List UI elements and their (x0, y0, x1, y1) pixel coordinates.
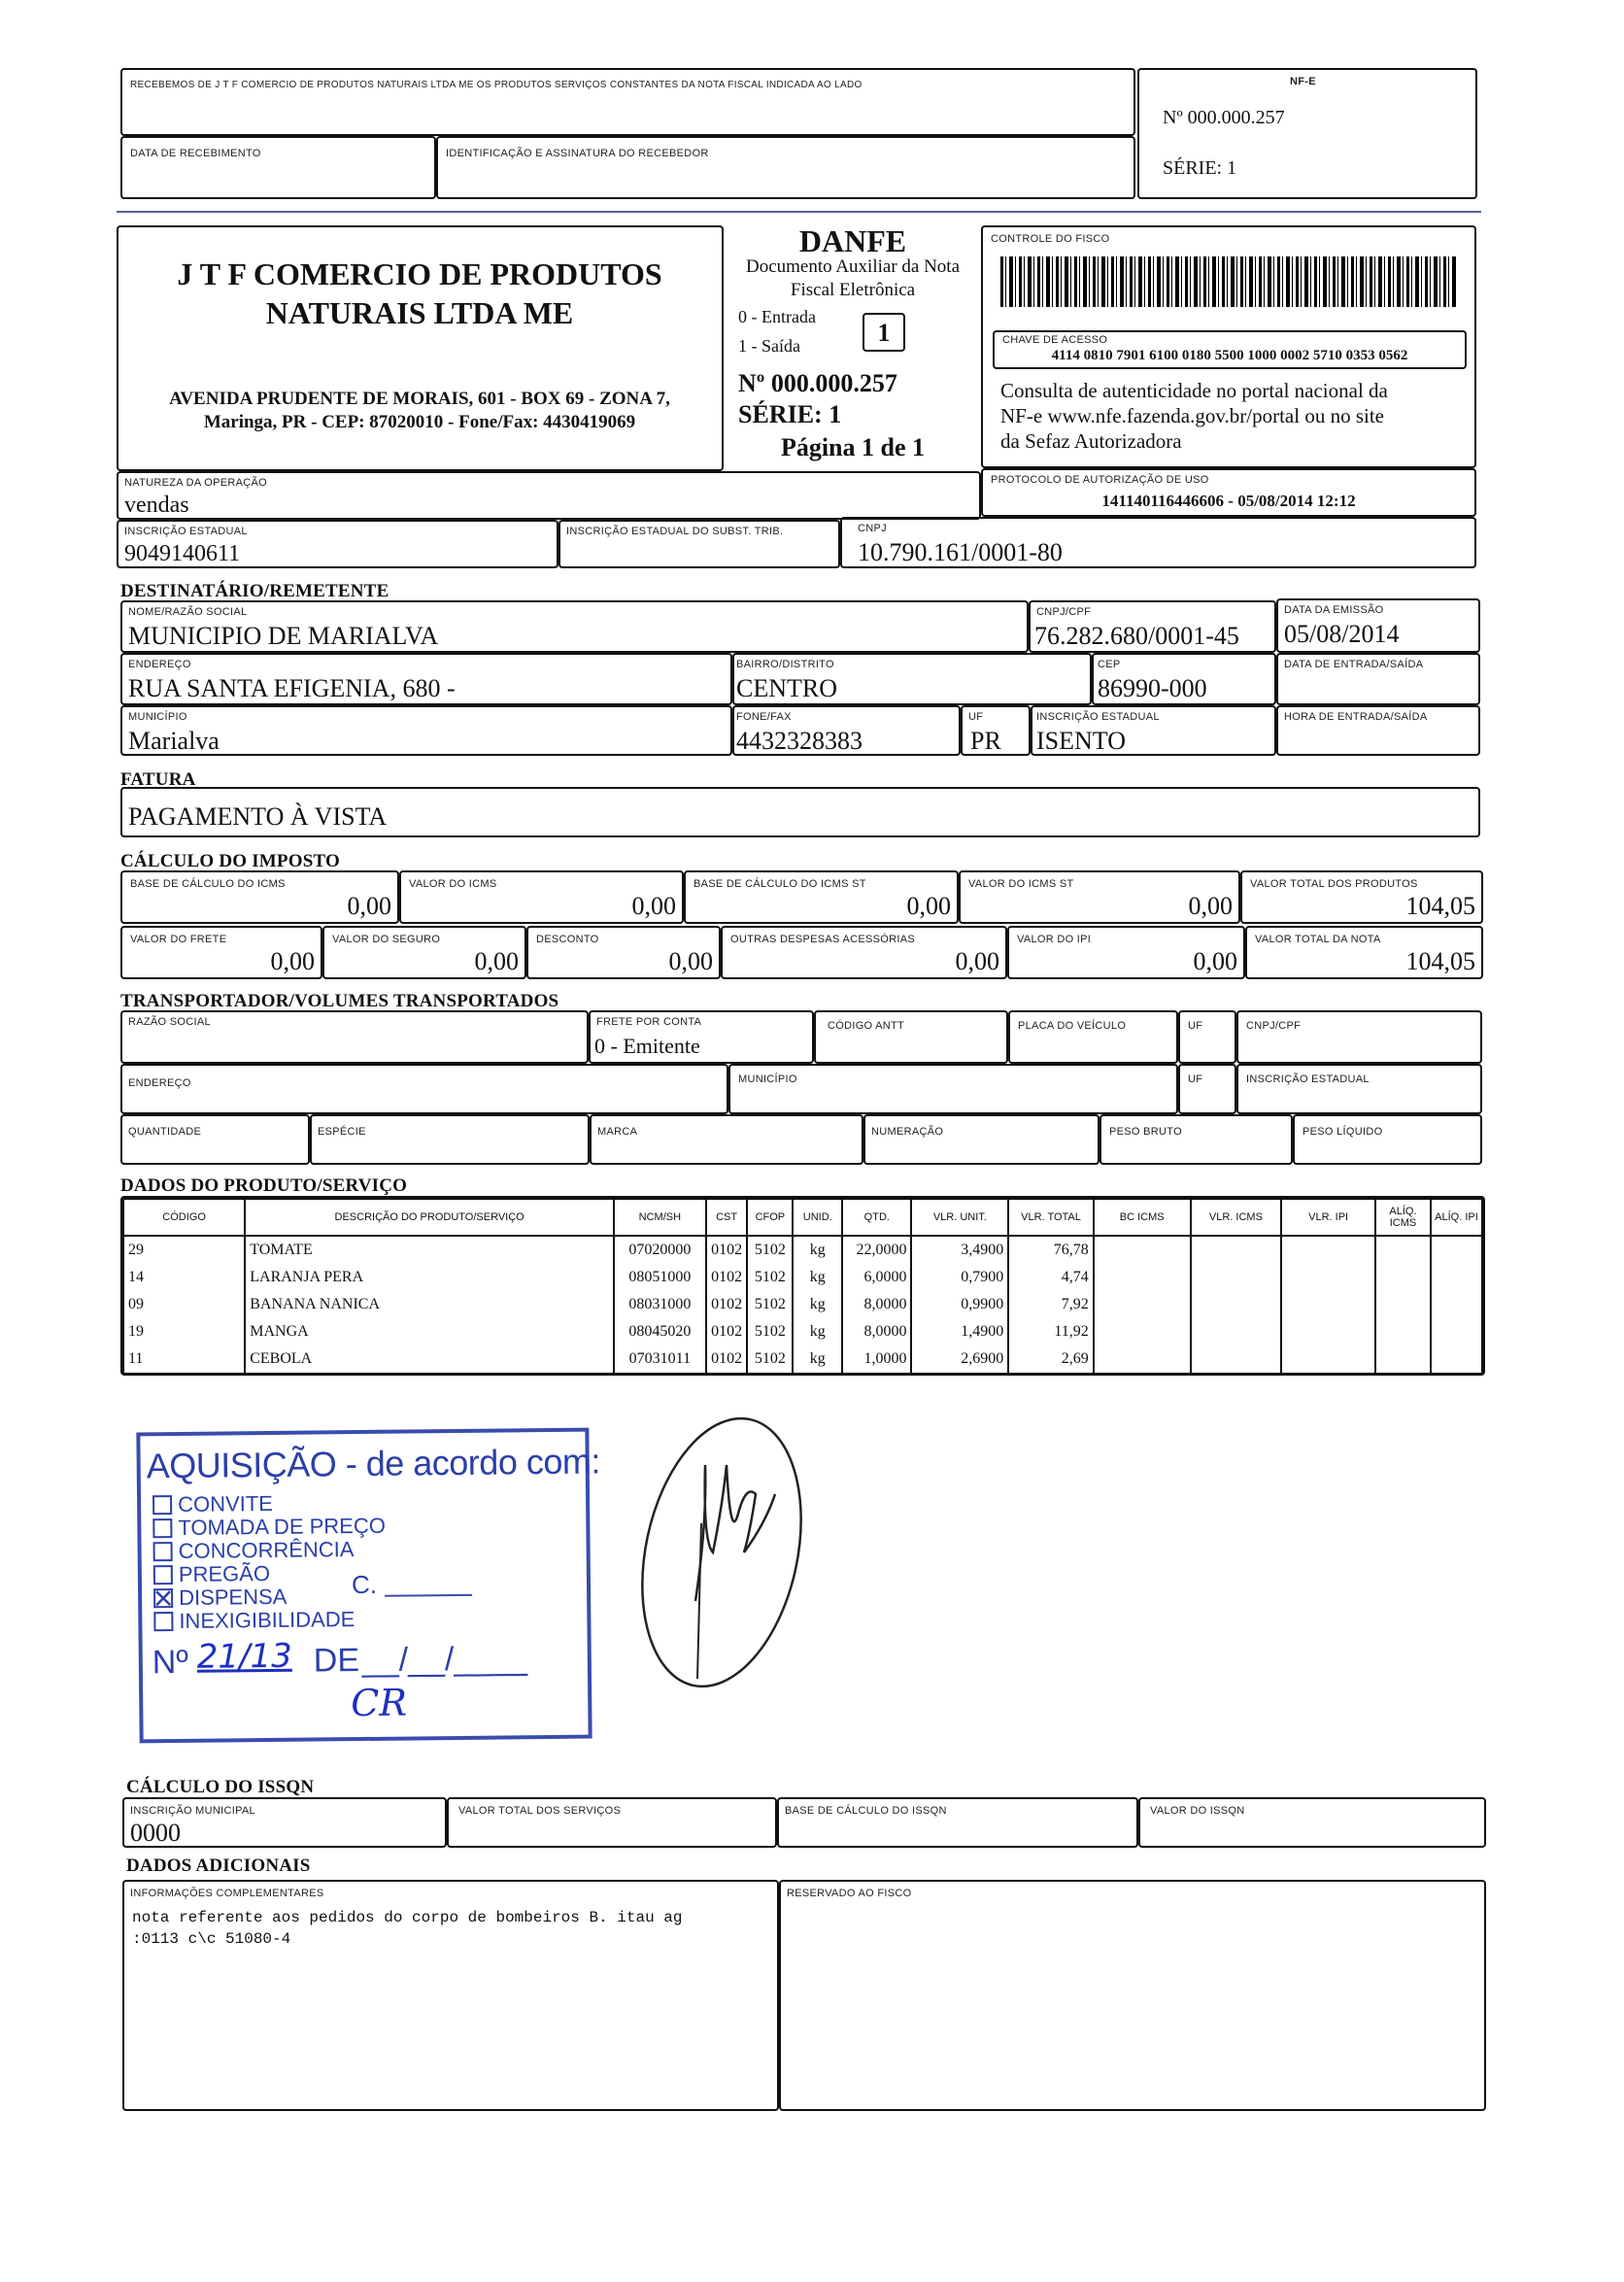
danfe-page: Página 1 de 1 (780, 433, 926, 461)
recipient-name-value: MUNICIPIO DE MARIALVA (128, 622, 439, 650)
consult-line1: Consulta de autenticidade no portal nacional da (1000, 379, 1388, 402)
exit-time-label: HORA DE ENTRADA/SAÍDA (1284, 711, 1428, 723)
net-weight-label: PESO LÍQUIDO (1303, 1126, 1383, 1138)
table-cell: 07031011 (614, 1345, 706, 1373)
table-row (123, 1291, 1482, 1318)
table-cell: 4,74 (1008, 1264, 1094, 1291)
protocol-label: PROTOCOLO DE AUTORIZAÇÃO DE USO (991, 474, 1209, 486)
danfe-exit: 1 - Saída (738, 336, 800, 356)
table-cell (1375, 1345, 1431, 1373)
empty-box-icon (152, 1495, 172, 1515)
table-cell: 08031000 (614, 1291, 706, 1318)
table-cell: LARANJA PERA (245, 1264, 614, 1291)
access-key-label: CHAVE DE ACESSO (1002, 334, 1108, 346)
additional-info-label: INFORMAÇÕES COMPLEMENTARES (130, 1888, 324, 1899)
recipient-phone-label: FONE/FAX (736, 711, 792, 723)
ie-box (117, 520, 558, 568)
table-cell: 76,78 (1008, 1236, 1094, 1264)
issqn-value-label: VALOR DO ISSQN (1150, 1805, 1245, 1817)
row2-value: 104,05 (1405, 947, 1475, 975)
recipient-ie-box (1031, 705, 1276, 756)
stamp-option-label: TOMADA DE PREÇO (178, 1513, 387, 1541)
table-cell: kg (793, 1318, 842, 1345)
products-table (122, 1198, 1483, 1373)
table-cell: 1,0000 (842, 1345, 911, 1373)
canhoto-nfe-label: NF-E (1290, 76, 1316, 87)
row2-value: 0,00 (955, 947, 999, 975)
recipient-ie-label: INSCRIÇÃO ESTADUAL (1036, 711, 1160, 723)
volume-species-label: ESPÉCIE (318, 1126, 366, 1138)
products-header-cell: VLR. ICMS (1191, 1199, 1282, 1236)
table-cell (1431, 1236, 1482, 1264)
carrier-uf2-label: UF (1188, 1073, 1203, 1085)
products-header-cell: VLR. TOTAL (1008, 1199, 1094, 1236)
table-cell (1281, 1318, 1375, 1345)
empty-box-icon (152, 1518, 172, 1538)
signature-drawing (629, 1407, 814, 1698)
freight-value: 0 - Emitente (594, 1034, 700, 1058)
stamp-c-label: C. (351, 1569, 378, 1600)
recipient-city-box (120, 705, 732, 756)
ie-label: INSCRIÇÃO ESTADUAL (124, 526, 248, 537)
table-cell: 22,0000 (842, 1236, 911, 1264)
table-cell: CEBOLA (245, 1345, 614, 1373)
volume-qty-box (120, 1114, 310, 1165)
products-header-cell: QTD. (842, 1199, 911, 1236)
stamp-date-slashes: __/__/____ (361, 1640, 528, 1680)
recipient-address-label: ENDEREÇO (128, 659, 191, 670)
table-cell (1431, 1345, 1482, 1373)
table-cell: 2,6900 (911, 1345, 1008, 1373)
table-cell: 7,92 (1008, 1291, 1094, 1318)
plate-box (1008, 1010, 1178, 1064)
issqn-services-label: VALOR TOTAL DOS SERVIÇOS (458, 1805, 622, 1817)
row1-label: VALOR DO ICMS (409, 878, 497, 890)
receipt-date-label: DATA DE RECEBIMENTO (130, 148, 261, 159)
table-cell (1281, 1264, 1375, 1291)
recipient-name-label: NOME/RAZÃO SOCIAL (128, 606, 248, 618)
row2-label: VALOR TOTAL DA NOTA (1255, 934, 1381, 945)
table-cell (1375, 1264, 1431, 1291)
danfe-type-box: 1 (863, 313, 905, 352)
nature-value: vendas (124, 493, 189, 518)
emission-date-label: DATA DA EMISSÃO (1284, 604, 1384, 616)
table-row (123, 1318, 1482, 1345)
freight-label: FRETE POR CONTA (596, 1016, 702, 1028)
stamp-c-line (385, 1594, 472, 1597)
issqn-services-box (447, 1797, 777, 1848)
carrier-cnpj-label: CNPJ/CPF (1246, 1020, 1302, 1032)
freight-box (589, 1010, 814, 1064)
products-table-wrap (120, 1196, 1485, 1376)
table-cell: kg (793, 1291, 842, 1318)
row1-cell (1240, 870, 1483, 924)
carrier-ie-label: INSCRIÇÃO ESTADUAL (1246, 1073, 1370, 1085)
products-header-cell: NCM/SH (614, 1199, 706, 1236)
access-key-box (993, 330, 1467, 369)
stamp-no-label: Nº (152, 1643, 188, 1682)
stamp-option (153, 1607, 355, 1634)
products-header-cell: CFOP (747, 1199, 793, 1236)
recipient-district-value: CENTRO (736, 674, 837, 702)
table-cell: 3,4900 (911, 1236, 1008, 1264)
emitter-name-line1: J T F COMERCIO DE PRODUTOS (177, 256, 662, 291)
fisco-control-label: CONTROLE DO FISCO (991, 233, 1110, 245)
table-cell (1094, 1264, 1191, 1291)
table-cell: 0,7900 (911, 1264, 1008, 1291)
table-cell: 19 (123, 1318, 245, 1345)
danfe-subtitle1: Documento Auxiliar da Nota (745, 256, 961, 277)
table-cell: kg (793, 1264, 842, 1291)
cnpj-label: CNPJ (858, 523, 887, 534)
row1-cell (684, 870, 959, 924)
row1-cell (399, 870, 684, 924)
exit-time-box (1276, 705, 1480, 756)
gross-weight-box (1100, 1114, 1293, 1165)
protocol-box (981, 468, 1476, 517)
table-cell: 5102 (747, 1291, 793, 1318)
acquisition-stamp (136, 1428, 601, 1744)
recipient-uf-box (961, 705, 1031, 756)
plate-label: PLACA DO VEÍCULO (1018, 1020, 1127, 1032)
table-cell (1375, 1236, 1431, 1264)
recipient-cep-label: CEP (1098, 659, 1121, 670)
row1-value: 0,00 (347, 892, 391, 920)
products-header-cell: VLR. UNIT. (911, 1199, 1008, 1236)
emission-date-value: 05/08/2014 (1284, 620, 1400, 648)
row2-label: VALOR DO SEGURO (332, 934, 441, 945)
products-header-cell: ALÍQ. IPI (1431, 1199, 1482, 1236)
table-cell: 2,69 (1008, 1345, 1094, 1373)
danfe-number: Nº 000.000.257 (738, 369, 897, 397)
emitter-address-line1: AVENIDA PRUDENTE DE MORAIS, 601 - BOX 69 - ZONA 7, (169, 389, 670, 409)
emission-date-box (1276, 598, 1480, 653)
table-cell: TOMATE (245, 1236, 614, 1264)
table-cell: 11 (123, 1345, 245, 1373)
table-cell: 8,0000 (842, 1318, 911, 1345)
table-cell (1431, 1264, 1482, 1291)
stamp-option (153, 1561, 270, 1587)
net-weight-box (1293, 1114, 1482, 1165)
stamp-option-label: CONVITE (177, 1490, 274, 1517)
volume-brand-box (590, 1114, 863, 1165)
cnpj-value: 10.790.161/0001-80 (858, 538, 1063, 566)
receipt-text-box (120, 68, 1135, 136)
additional-info-box (122, 1880, 779, 2111)
stamp-initials: CR (351, 1681, 408, 1725)
table-cell: 5102 (747, 1318, 793, 1345)
row2-cell (721, 926, 1007, 979)
recipient-section-title: DESTINATÁRIO/REMETENTE (120, 581, 389, 601)
issqn-value-box (1138, 1797, 1486, 1848)
canhoto-series: SÉRIE: 1 (1163, 157, 1237, 179)
receipt-signature-box[interactable] (436, 136, 1135, 199)
stamp-option-label: DISPENSA (178, 1584, 288, 1610)
stamp-title: AQUISIÇÃO - de acordo com: (146, 1441, 601, 1486)
recipient-ie-value: ISENTO (1036, 727, 1126, 755)
table-cell (1094, 1291, 1191, 1318)
table-cell (1431, 1291, 1482, 1318)
entry-date-box (1276, 653, 1480, 705)
table-cell: 1,4900 (911, 1318, 1008, 1345)
danfe-series: SÉRIE: 1 (738, 400, 842, 428)
additional-info-line2: :0113 c\c 51080-4 (132, 1930, 291, 1948)
table-cell: kg (793, 1345, 842, 1373)
recipient-address-value: RUA SANTA EFIGENIA, 680 - (128, 674, 456, 702)
row1-cell (959, 870, 1240, 924)
table-cell: 8,0000 (842, 1291, 911, 1318)
carrier-name-label: RAZÃO SOCIAL (128, 1016, 211, 1028)
row1-value: 104,05 (1405, 892, 1475, 920)
recipient-district-box (732, 653, 1092, 705)
carrier-city-box (728, 1064, 1178, 1114)
emitter-address-line2: Maringa, PR - CEP: 87020010 - Fone/Fax: 4430419069 (203, 412, 636, 432)
volume-qty-label: QUANTIDADE (128, 1126, 202, 1138)
canhoto-number: Nº 000.000.257 (1163, 107, 1285, 128)
stamp-option-label: PREGÃO (178, 1561, 271, 1587)
row2-cell (1245, 926, 1483, 979)
issqn-base-box (777, 1797, 1138, 1848)
recipient-name-box (120, 600, 1029, 653)
table-cell: 6,0000 (842, 1264, 911, 1291)
products-header-cell: DESCRIÇÃO DO PRODUTO/SERVIÇO (245, 1199, 614, 1236)
barcode (1000, 256, 1457, 307)
products-header-row (123, 1199, 1482, 1236)
table-cell: kg (793, 1236, 842, 1264)
invoice-section-title: FATURA (120, 769, 196, 790)
danfe-title: DANFE (798, 223, 907, 258)
recipient-city-label: MUNICÍPIO (128, 711, 187, 723)
volume-numbering-label: NUMERAÇÃO (871, 1126, 944, 1138)
carrier-address-box (120, 1064, 728, 1114)
recipient-cnpj-label: CNPJ/CPF (1036, 606, 1092, 618)
row2-label: DESCONTO (536, 934, 599, 945)
table-cell: 0102 (706, 1345, 748, 1373)
stamp-de-label: DE (313, 1642, 360, 1680)
row1-cell (120, 870, 399, 924)
recipient-uf-label: UF (968, 711, 984, 723)
recipient-city-value: Marialva (128, 727, 220, 755)
protocol-value: 141140116446606 - 05/08/2014 12:12 (1101, 492, 1356, 510)
table-cell: 07020000 (614, 1236, 706, 1264)
row2-value: 0,00 (668, 947, 713, 975)
consult-line3: da Sefaz Autorizadora (1000, 429, 1182, 453)
stamp-no-value: 21/13 (196, 1636, 292, 1677)
invoice-value: PAGAMENTO À VISTA (128, 802, 388, 831)
table-cell: 0102 (706, 1291, 748, 1318)
ie-st-label: INSCRIÇÃO ESTADUAL DO SUBST. TRIB. (566, 526, 784, 537)
carrier-uf-box (1178, 1010, 1236, 1064)
reserved-fisco-box (779, 1880, 1486, 2111)
carrier-city-label: MUNICÍPIO (738, 1073, 797, 1085)
table-cell (1431, 1318, 1482, 1345)
nature-box (117, 471, 981, 520)
empty-box-icon (153, 1542, 173, 1561)
entry-date-label: DATA DE ENTRADA/SAÍDA (1284, 659, 1424, 670)
row1-value: 0,00 (631, 892, 676, 920)
transport-section-title: TRANSPORTADOR/VOLUMES TRANSPORTADOS (120, 991, 559, 1011)
table-cell (1191, 1291, 1282, 1318)
danfe-entry: 0 - Entrada (738, 307, 816, 326)
table-cell: 0,9900 (911, 1291, 1008, 1318)
table-row (123, 1345, 1482, 1373)
issqn-section-title: CÁLCULO DO ISSQN (126, 1777, 315, 1797)
recipient-cnpj-value: 76.282.680/0001-45 (1034, 622, 1239, 650)
row1-label: BASE DE CÁLCULO DO ICMS (130, 878, 286, 890)
carrier-uf-label: UF (1188, 1020, 1203, 1032)
danfe-block (727, 223, 979, 471)
recipient-uf-value: PR (970, 727, 1001, 755)
recipient-district-label: BAIRRO/DISTRITO (736, 659, 834, 670)
emitter-box (117, 225, 724, 471)
table-cell (1191, 1318, 1282, 1345)
table-row (123, 1236, 1482, 1264)
table-cell: 14 (123, 1264, 245, 1291)
carrier-uf2-box (1178, 1064, 1236, 1114)
products-header-cell: ALÍQ. ICMS (1375, 1199, 1431, 1236)
products-header-cell: VLR. IPI (1281, 1199, 1375, 1236)
gross-weight-label: PESO BRUTO (1109, 1126, 1182, 1138)
empty-box-icon (153, 1612, 173, 1631)
row1-label: BASE DE CÁLCULO DO ICMS ST (694, 878, 866, 890)
row2-value: 0,00 (474, 947, 519, 975)
nature-label: NATUREZA DA OPERAÇÃO (124, 477, 267, 489)
recipient-phone-value: 4432328383 (736, 727, 863, 755)
table-cell (1094, 1345, 1191, 1373)
access-key-value: 4114 0810 7901 6100 0180 5500 1000 0002 5710 0353 0562 (1051, 348, 1408, 363)
row1-value: 0,00 (1188, 892, 1233, 920)
products-header-cell: CÓDIGO (123, 1199, 245, 1236)
issqn-im-value: 0000 (130, 1819, 181, 1847)
table-cell: 5102 (747, 1264, 793, 1291)
row2-value: 0,00 (270, 947, 315, 975)
table-cell (1191, 1264, 1282, 1291)
table-cell (1191, 1236, 1282, 1264)
table-cell (1281, 1236, 1375, 1264)
checked-box-icon (153, 1588, 173, 1608)
carrier-name-box (120, 1010, 589, 1064)
fisco-box (981, 225, 1476, 468)
table-cell: 09 (123, 1291, 245, 1318)
row2-value: 0,00 (1193, 947, 1237, 975)
table-cell: 0102 (706, 1264, 748, 1291)
recipient-phone-box (732, 705, 961, 756)
danfe-subtitle2: Fiscal Eletrônica (790, 280, 916, 300)
row2-label: VALOR DO IPI (1017, 934, 1092, 945)
receipt-signature-label: IDENTIFICAÇÃO E ASSINATURA DO RECEBEDOR (446, 148, 709, 159)
stamp-option-label: INEXIGIBILIDADE (179, 1607, 355, 1633)
table-cell: 0102 (706, 1236, 748, 1264)
antt-label: CÓDIGO ANTT (828, 1020, 905, 1032)
recipient-address-box (120, 653, 732, 705)
ie-value: 9049140611 (124, 541, 241, 566)
table-cell: 5102 (747, 1345, 793, 1373)
volume-brand-label: MARCA (597, 1126, 638, 1138)
table-cell: MANGA (245, 1318, 614, 1345)
tax-section-title: CÁLCULO DO IMPOSTO (120, 851, 340, 871)
table-row (123, 1264, 1482, 1291)
products-header-cell: UNID. (793, 1199, 842, 1236)
row1-label: VALOR TOTAL DOS PRODUTOS (1250, 878, 1418, 890)
table-cell: 5102 (747, 1236, 793, 1264)
table-cell (1375, 1318, 1431, 1345)
ie-st-box (558, 520, 840, 568)
cnpj-box (840, 517, 1476, 568)
invoice-box (120, 787, 1480, 837)
table-cell: 11,92 (1008, 1318, 1094, 1345)
table-cell: 08051000 (614, 1264, 706, 1291)
recipient-cep-box (1092, 653, 1276, 705)
additional-info-line1: nota referente aos pedidos do corpo de bombeiros B. itau ag (132, 1909, 683, 1926)
table-cell: 08045020 (614, 1318, 706, 1345)
row2-label: VALOR DO FRETE (130, 934, 227, 945)
table-cell (1191, 1345, 1282, 1373)
row1-value: 0,00 (906, 892, 951, 920)
receipt-text: RECEBEMOS DE J T F COMERCIO DE PRODUTOS NATURAIS LTDA ME OS PRODUTOS SERVIÇOS CONSTANTES DA NOTA FISCAL INDICADA AO LADO (130, 80, 863, 90)
products-header-cell: BC ICMS (1094, 1199, 1191, 1236)
carrier-ie-box (1236, 1064, 1482, 1114)
issqn-im-box (122, 1797, 447, 1848)
stamp-option (152, 1537, 354, 1564)
emitter-name-line2: NATURAIS LTDA ME (265, 295, 574, 330)
table-cell: BANANA NANICA (245, 1291, 614, 1318)
volume-numbering-box (863, 1114, 1100, 1165)
table-cell (1281, 1345, 1375, 1373)
canhoto-nfe-box (1137, 68, 1477, 199)
antt-box (814, 1010, 1008, 1064)
row2-cell (120, 926, 322, 979)
table-cell (1281, 1291, 1375, 1318)
row1-label: VALOR DO ICMS ST (968, 878, 1074, 890)
table-cell (1094, 1318, 1191, 1345)
additional-section-title: DADOS ADICIONAIS (126, 1856, 311, 1876)
cut-line (117, 211, 1481, 213)
consult-line2: NF-e www.nfe.fazenda.gov.br/portal ou no site (1000, 404, 1384, 427)
issqn-base-label: BASE DE CÁLCULO DO ISSQN (785, 1805, 947, 1817)
issqn-im-label: INSCRIÇÃO MUNICIPAL (130, 1805, 255, 1817)
carrier-cnpj-box (1236, 1010, 1482, 1064)
volume-species-box (310, 1114, 590, 1165)
products-header-cell: CST (706, 1199, 748, 1236)
reserved-fisco-label: RESERVADO AO FISCO (787, 1888, 912, 1899)
row2-cell (526, 926, 721, 979)
receipt-date-box[interactable] (120, 136, 436, 199)
row2-label: OUTRAS DESPESAS ACESSÓRIAS (730, 934, 915, 945)
recipient-cep-value: 86990-000 (1098, 674, 1207, 702)
table-cell (1094, 1236, 1191, 1264)
row2-cell (322, 926, 526, 979)
carrier-address-label: ENDEREÇO (128, 1077, 191, 1089)
row2-cell (1007, 926, 1245, 979)
products-section-title: DADOS DO PRODUTO/SERVIÇO (120, 1175, 408, 1196)
table-cell: 0102 (706, 1318, 748, 1345)
table-cell: 29 (123, 1236, 245, 1264)
table-cell (1375, 1291, 1431, 1318)
empty-box-icon (153, 1565, 173, 1584)
recipient-cnpj-box (1029, 600, 1276, 653)
stamp-option-label: CONCORRÊNCIA (178, 1537, 355, 1564)
